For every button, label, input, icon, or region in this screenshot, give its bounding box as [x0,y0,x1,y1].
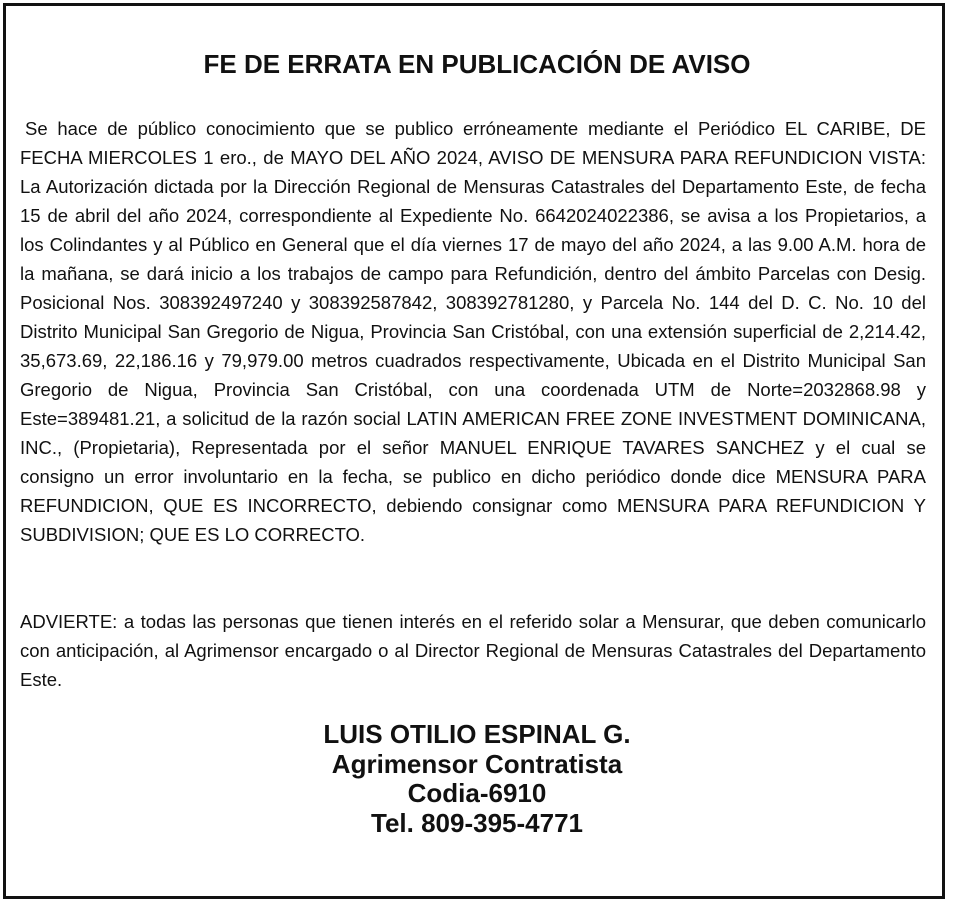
signature-phone: Tel. 809-395-4771 [371,807,583,838]
signature-block [0,720,954,838]
signature-codia: Codia-6910 [407,778,547,808]
signature-name: LUIS OTILIO ESPINAL G. [323,719,631,749]
notice-paragraph-warning: ADVIERTE: a todas las personas que tienen interés en el referido solar a Mensurar, que deben comunicarlo con anticipación, al Agrimensor encargado o al Director Regional de Mensuras Catastrales del Departamento Este. [20,611,926,690]
notice-paragraph-main: Se hace de público conocimiento que se publico erróneamente mediante el Periódico EL CARIBE, DE FECHA MIERCOLES 1 ero., de MAYO DEL AÑO 2024, AVISO DE MENSURA PARA REFUNDICION VISTA: La Autorización dictada por la Dirección Regional de Mensuras Catastrales del Departamento Este, de fecha 15 de abril del año 2024, correspondiente al Expediente No. 6642024022386, se avisa a los Propietarios, a los Colindantes y al Público en General que el día viernes 17 de mayo del año 2024, a las 9.00 A.M. hora de la mañana, se dará inicio a los trabajos de campo para Refundición, dentro del ámbito Parcelas con Desig. Posicional Nos. 308392497240 y 308392587842, 308392781280, y Parcela No. 144 del D. C. No. 10 del Distrito Municipal San Gregorio de Nigua, Provincia San Cristóbal, con una extensión superficial de 2,214.42, 35,673.69, 22,186.16 y 79,979.00 metros cuadrados respectivamente, Ubicada en el Distrito Municipal San Gregorio de Nigua, Provincia San Cristóbal, con una coordenada UTM de Norte=2032868.98 y Este=389481.21, a solicitud de la razón social LATIN AMERICAN FREE ZONE INVESTMENT DOMINICANA, INC., (Propietaria), Representada por el señor MANUEL ENRIQUE TAVARES SANCHEZ y el cual se consigno un error involuntario en la fecha, se publico en dicho periódico donde dice MENSURA PARA REFUNDICION, QUE ES INCORRECTO, debiendo consignar como MENSURA PARA REFUNDICION Y SUBDIVISION; QUE ES LO CORRECTO. [20,118,926,545]
notice-title: FE DE ERRATA EN PUBLICACIÓN DE AVISO [203,49,751,79]
signature-role: Agrimensor Contratista [331,748,623,779]
